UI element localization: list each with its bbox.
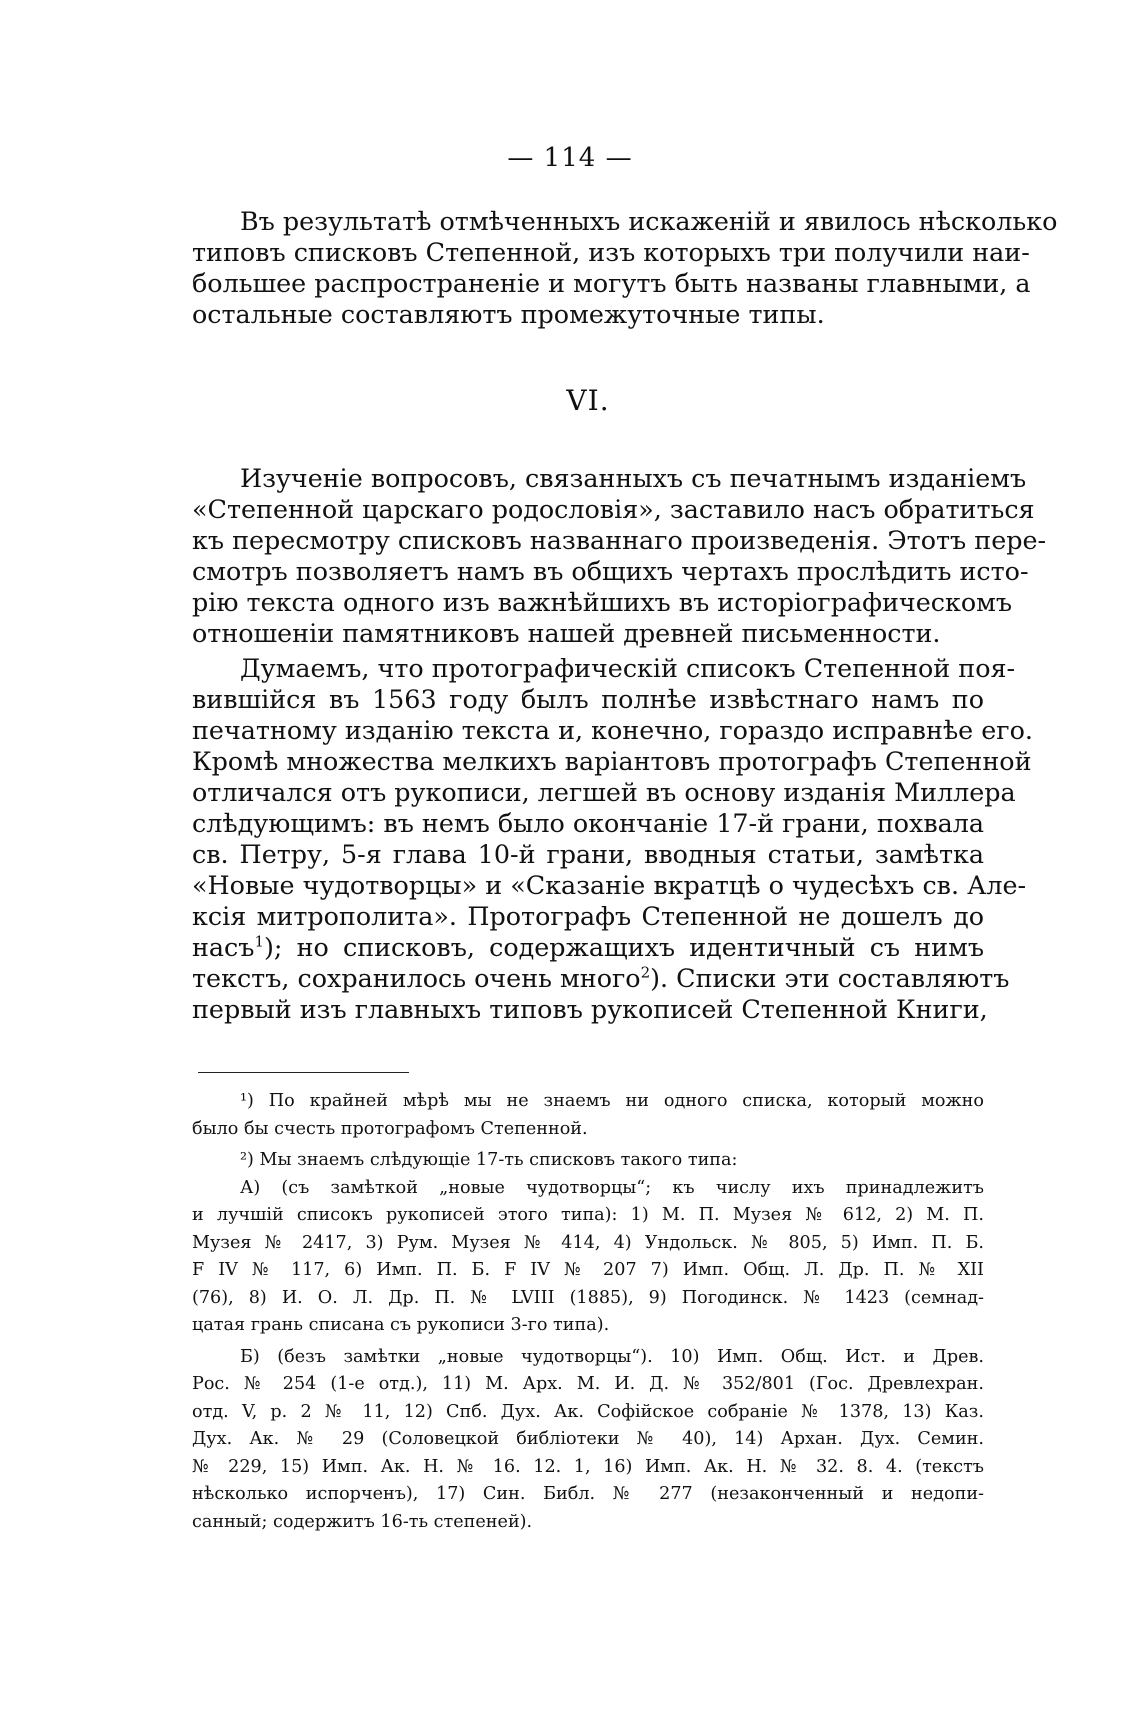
text-line: Въ результатѣ отмѣченныхъ искаженій и явилось нѣсколько <box>240 206 1058 236</box>
text-line <box>192 963 1010 994</box>
line-segment: ); но списковъ, содержащихъ идентичный съ нимъ <box>263 932 984 962</box>
text-line: ксія митрополита». Протографъ Степенной не дошелъ до <box>192 901 984 931</box>
footnote-line: (76), 8) И. О. Л. Др. П. № LVIII (1885), 9) Погодинск. № 1423 (семнад- <box>192 1287 984 1308</box>
footnote-line: нѣсколько испорченъ), 17) Син. Библ. № 277 (незаконченный и недопи- <box>192 1484 984 1504</box>
text-line: рію текста одного изъ важнѣйшихъ въ исторіографическомъ <box>192 587 1013 617</box>
footnote-line: и лучшій списокъ рукописей этого типа): 1) М. П. Музея № 612, 2) М. П. <box>192 1205 984 1225</box>
footnote-marker-2: 2 <box>640 963 651 982</box>
text-line: св. Петру, 5-я глава 10-й грани, вводныя статьи, замѣтка <box>192 839 984 869</box>
footnote-line: ²) Мы знаемъ слѣдующіе 17-ть списковъ такого типа: <box>240 1150 738 1170</box>
footnote-line: Музея № 2417, 3) Рум. Музея № 414, 4) Ундольск. № 805, 5) Имп. П. Б. <box>192 1232 984 1253</box>
footnote-line: цатая грань списана съ рукописи 3-го типа). <box>192 1315 610 1335</box>
footnote-line: № 229, 15) Имп. Ак. Н. № 16. 12. 1, 16) Имп. Ак. Н. № 32. 8. 4. (текстъ <box>192 1456 984 1477</box>
footnote-line: F IV № 117, 6) Имп. П. Б. F IV № 207 7) Имп. Общ. Л. Др. П. № XII <box>192 1260 984 1280</box>
text-line: остальные составляютъ промежуточные типы. <box>192 299 825 329</box>
footnote-marker-1: 1 <box>254 932 264 951</box>
line-segment: ). Списки эти составляютъ <box>650 963 1010 993</box>
footnote-divider <box>198 1072 409 1073</box>
line-segment: насъ <box>192 932 255 962</box>
footnote-line: Рос. № 254 (1-е отд.), 11) М. Арх. М. И. Д. № 352/801 (Гос. Древлехран. <box>192 1374 984 1394</box>
text-line: слѣдующимъ: въ немъ было окончаніе 17-й грани, похвала <box>192 808 985 838</box>
text-line: печатному изданію текста и, конечно, гораздо исправнѣе его. <box>192 715 1033 745</box>
footnote-line: А) (съ замѣткой „новые чудотворцы“; къ числу ихъ принадлежитъ <box>240 1177 984 1198</box>
text-line: типовъ списковъ Степенной, изъ которыхъ три получили наи- <box>192 237 1030 267</box>
text-line: большее распространеніе и могутъ быть названы главными, а <box>192 268 1031 298</box>
text-line: отличался отъ рукописи, легшей въ основу изданія Миллера <box>192 777 1016 807</box>
main-text <box>192 206 1058 1025</box>
text-line: «Степенной царскаго родословія», заставило насъ обратиться <box>192 494 1035 524</box>
text-line: вившійся въ 1563 году былъ полнѣе извѣстнаго намъ по <box>192 684 984 714</box>
text-line: первый изъ главныхъ типовъ рукописей Степенной Книги, <box>192 994 988 1024</box>
page-number: — 114 — <box>507 143 633 173</box>
footnote-line: санный; содержитъ 16-ть степеней). <box>192 1511 533 1532</box>
paragraph-1 <box>192 463 1047 649</box>
footnote-line: Дух. Ак. № 29 (Соловецкой библіотеки № 40), 14) Архан. Дух. Семин. <box>192 1429 984 1449</box>
footnote-line: ¹) По крайней мѣрѣ мы не знаемъ ни одного списка, который можно <box>240 1091 984 1111</box>
text-line: Думаемъ, что протографическій списокъ Степенной поя- <box>240 653 1016 683</box>
footnote-2 <box>192 1147 984 1340</box>
text-line <box>192 932 984 963</box>
text-line: отношеніи памятниковъ нашей древней письменности. <box>192 618 941 648</box>
section-heading: VI. <box>566 384 610 417</box>
text-line: смотръ позволяетъ намъ въ общихъ чертахъ прослѣдить исто- <box>192 556 1029 586</box>
intro-paragraph <box>192 206 1058 330</box>
footnote-line: Б) (безъ замѣтки „новые чудотворцы“). 10) Имп. Общ. Ист. и Древ. <box>240 1346 984 1367</box>
footnote-2-group-b <box>192 1344 984 1537</box>
text-line: къ пересмотру списковъ названнаго произведенія. Этотъ пере- <box>192 525 1047 555</box>
footnotes <box>192 1088 984 1540</box>
paragraph-2 <box>192 653 1033 1025</box>
line-segment: текстъ, сохранилось очень много <box>192 963 641 993</box>
text-line: Изученіе вопросовъ, связанныхъ съ печатнымъ изданіемъ <box>240 463 1027 493</box>
footnote-line: было бы счесть протографомъ Степенной. <box>192 1118 588 1139</box>
footnote-line: отд. V, р. 2 № 11, 12) Спб. Дух. Ак. Софійское собраніе № 1378, 13) Каз. <box>192 1401 984 1422</box>
text-line: «Новые чудотворцы» и «Сказаніе вкратцѣ о чудесѣхъ св. Але- <box>192 870 1027 900</box>
text-line: Кромѣ множества мелкихъ варіантовъ протографъ Степенной <box>192 746 1032 776</box>
footnote-1 <box>192 1088 984 1143</box>
